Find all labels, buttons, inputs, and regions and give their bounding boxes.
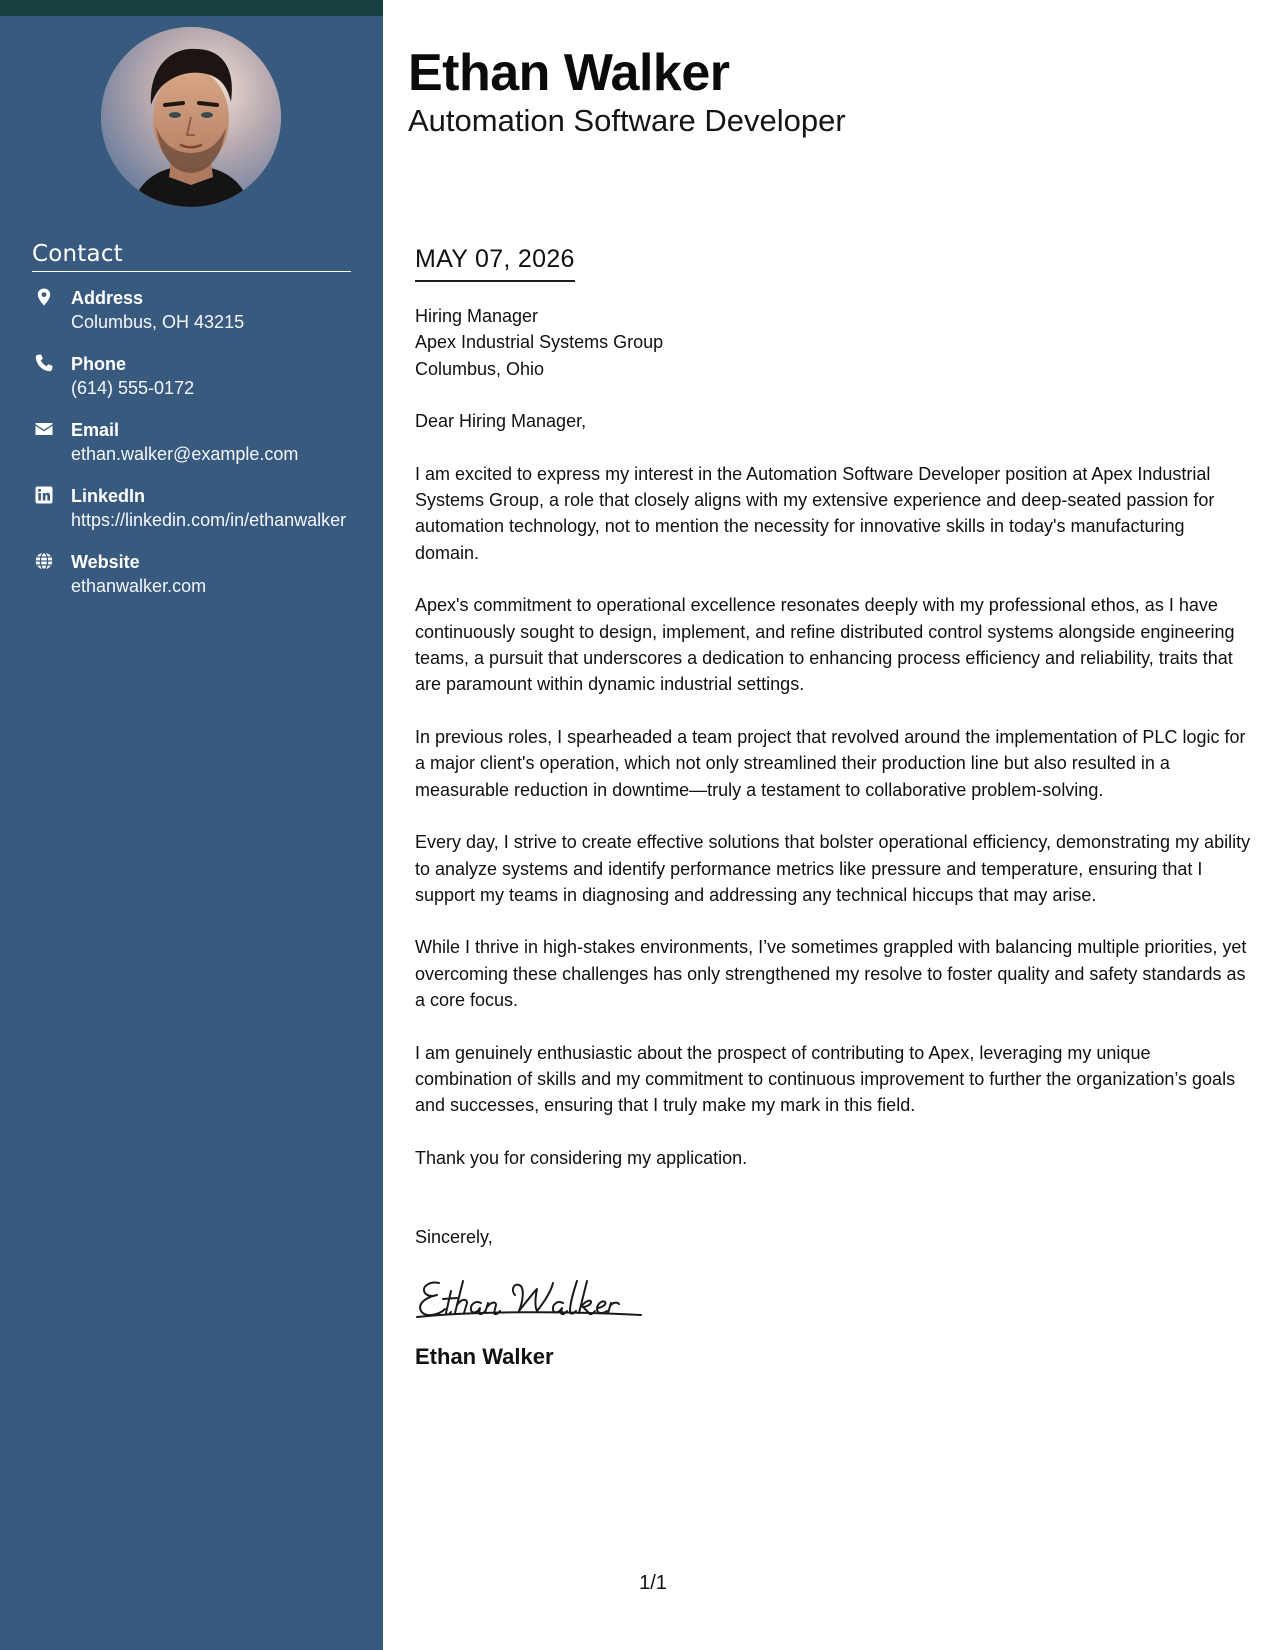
address-value: Columbus, OH 43215 [71, 312, 245, 332]
body-paragraph: I am genuinely enthusiastic about the prospect of contributing to Apex, leveraging my unique combination of skills and my commitment to continuous improvement to further the organization’s goals and successes, ensuring that I truly make my mark in this field. [415, 1042, 1236, 1116]
letter-main [383, 0, 1275, 1650]
closing: Sincerely, [415, 1227, 493, 1248]
recipient-block [415, 303, 1251, 382]
envelope-icon [34, 419, 54, 439]
signer-name: Ethan Walker [415, 1343, 554, 1369]
recipient-line: Columbus, Ohio [415, 358, 545, 379]
body-paragraph: Thank you for considering my application. [415, 1147, 748, 1168]
page-number: 1/1 [639, 1572, 667, 1594]
contact-item-website [32, 550, 351, 598]
contact-label: Email [71, 420, 120, 440]
recipient-line: Hiring Manager [415, 306, 539, 326]
contact-label: Address [71, 288, 144, 308]
phone-icon [34, 353, 54, 373]
contact-item-phone [32, 352, 351, 400]
body-paragraph: In previous roles, I spearheaded a team project that revolved around the implementation of PLC logic for a major client's operation, which not only streamlined their production line but also resulted in a measurable reduction in downtime—truly a testament to collaborative problem-solving. [415, 726, 1246, 800]
salutation: Dear Hiring Manager, [415, 411, 587, 432]
contact-heading: Contact [32, 241, 351, 272]
avatar-portrait-icon [101, 27, 281, 207]
contact-item-linkedin [32, 484, 351, 532]
avatar [101, 27, 281, 207]
body-paragraph: Every day, I strive to create effective solutions that bolster operational efficiency, demonstrating my ability to analyze systems and identify performance metrics like pressure and temperature, ensuring that I support my teams in diagnosing and addressing any technical hiccups that may arise. [415, 832, 1251, 905]
applicant-name: Ethan Walker [408, 44, 730, 102]
signature-icon [415, 1271, 645, 1323]
location-pin-icon [34, 287, 54, 307]
recipient-line: Apex Industrial Systems Group [415, 332, 664, 353]
body-paragraph: While I thrive in high-stakes environments, I’ve sometimes grappled with balancing multiple priorities, yet overcoming these challenges has only strengthened my resolve to foster quality and safety standards as a core focus. [415, 937, 1247, 1011]
website-value[interactable]: ethanwalker.com [71, 576, 207, 596]
contact-list [32, 286, 351, 616]
contact-item-address [32, 286, 351, 334]
linkedin-url[interactable]: https://linkedin.com/in/ethanwalker [71, 510, 347, 530]
applicant-job-title: Automation Software Developer [408, 103, 846, 138]
globe-icon [34, 551, 54, 571]
sidebar [0, 0, 383, 1650]
sidebar-top-bar [0, 0, 383, 16]
body-paragraph: Apex's commitment to operational excellence resonates deeply with my professional ethos, as I have continuously sought to design, implement, and refine distributed control systems alongside engineering teams, a pursuit that underscores a dedication to enhancing process efficiency and reliability, traits that are paramount within dynamic industrial settings. [415, 595, 1235, 695]
handwritten-signature [415, 1271, 645, 1323]
contact-item-email [32, 418, 351, 466]
phone-value: (614) 555-0172 [71, 378, 195, 398]
contact-label: Phone [71, 354, 127, 374]
contact-label: LinkedIn [71, 486, 146, 506]
email-value[interactable]: ethan.walker@example.com [71, 444, 299, 464]
letter-body [415, 303, 1251, 1371]
letter-date: MAY 07, 2026 [415, 244, 575, 282]
linkedin-icon [34, 485, 54, 505]
body-paragraph: I am excited to express my interest in the Automation Software Developer position at Apex Industrial Systems Group, a role that closely aligns with my extensive experience and deep-seated passion for automation technology, not to mention the necessity for innovative skills in today's manufacturing domain. [415, 463, 1215, 563]
contact-label: Website [71, 552, 140, 572]
